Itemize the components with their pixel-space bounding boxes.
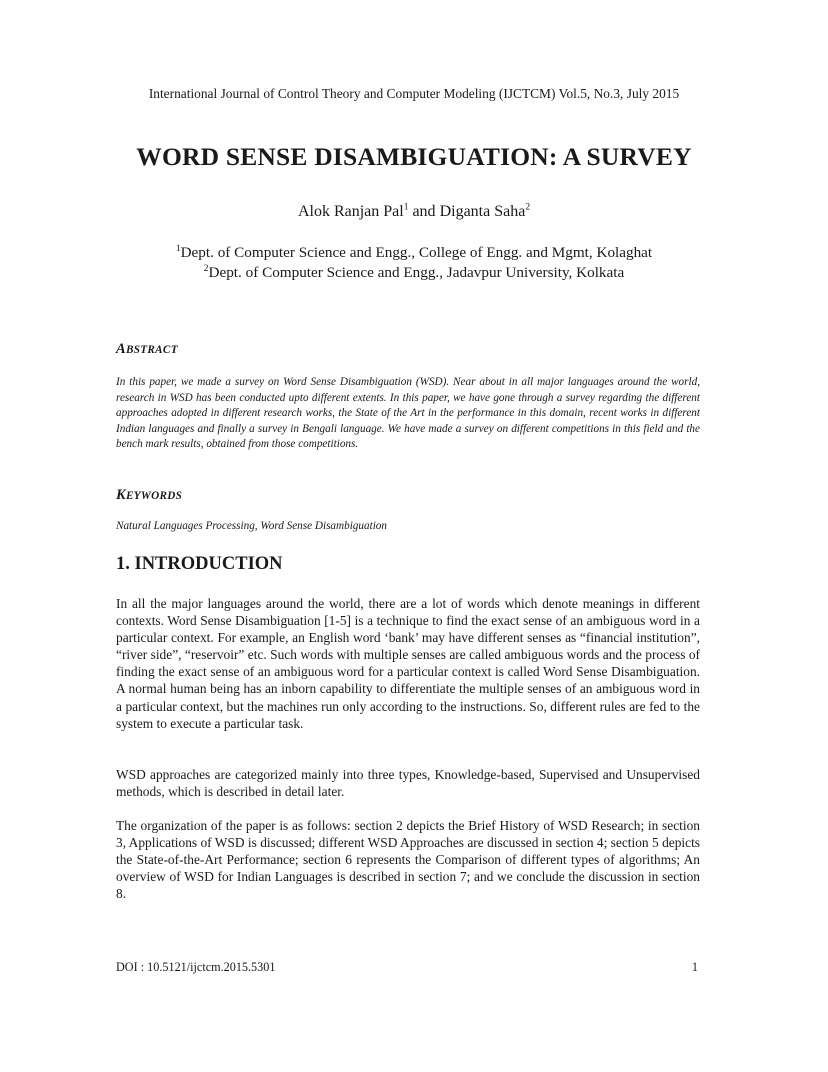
author-2-name: Diganta Saha [439,203,526,220]
affiliation-2-text: Dept. of Computer Science and Engg., Jadavpur University, Kolkata [208,264,625,281]
page-number: 1 [691,960,698,974]
journal-header: International Journal of Control Theory and Computer Modeling (IJCTCM) Vol.5, No.3, July 2015 [148,86,680,101]
intro-paragraph-2: WSD approaches are categorized mainly into three types, Knowledge-based, Supervised and Unsupervised methods, which is described in detail later. [116,767,700,800]
abstract-text: In this paper, we made a survey on Word Sense Disambiguation (WSD). Near about in all major languages around the world, research in WSD has been conducted upto different extents. In this paper, we have gone through a survey regarding the different approaches adopted in different research works, the State of the Art in the performance in this domain, recent works in different Indian languages and finally a survey in Bengali language. We have made a survey on different competitions in this field and the bench mark results, obtained from those competitions. [116,376,700,450]
author-conjunction: and [408,203,440,220]
author-1-affil-mark: 1 [403,202,409,213]
keywords-heading [116,487,182,504]
author-2-affil-mark: 2 [525,202,531,213]
keywords-heading-rest: EYWORDS [125,490,183,502]
abstract-heading [116,341,178,358]
keywords-text: Natural Languages Processing, Word Sense Disambiguation [116,520,387,532]
affiliation-1 [0,244,828,262]
abstract-heading-rest: BSTRACT [125,344,178,356]
keywords-heading-initial: K [116,487,126,503]
affiliation-1-text: Dept. of Computer Science and Engg., College of Engg. and Mgmt, Kolaghat [180,244,653,261]
affiliation-2-mark: 2 [203,263,209,274]
abstract-heading-initial: A [116,341,126,357]
paper-title: WORD SENSE DISAMBIGUATION: A SURVEY [136,142,692,171]
intro-paragraph-1: In all the major languages around the world, there are a lot of words which denote meanings in different contexts. Word Sense Disambiguation [1-5] is a technique to find the exact sense of an ambiguous word in a particular context. For example, an English word ‘bank’ may have different senses as “financial institution”, “river side”, “reservoir” etc. Such words with multiple senses are called ambiguous words and the process of finding the exact sense of an ambiguous word for a particular context is called Word Sense Disambiguation. A normal human being has an inborn capability to differentiate the multiple senses of an ambiguous word in a particular context, but the machines run only according to the instructions. So, different rules are fed to the system to execute a particular task. [116,596,700,731]
affiliation-1-mark: 1 [175,243,181,254]
author-1-name: Alok Ranjan Pal [297,203,404,220]
affiliation-2 [0,264,828,282]
intro-paragraph-3: The organization of the paper is as follows: section 2 depicts the Brief History of WSD Research; in section 3, Applications of WSD is discussed; different WSD Approaches are discussed in section 4; section 5 depicts the State-of-the-Art Performance; section 6 represents the Comparison of different types of algorithms; An overview of WSD for Indian Languages is described in section 7; and we conclude the discussion in section 8. [116,818,700,902]
footer-doi: DOI : 10.5121/ijctcm.2015.5301 [116,960,276,974]
author-line [0,203,828,221]
introduction-heading: 1. INTRODUCTION [116,554,283,574]
